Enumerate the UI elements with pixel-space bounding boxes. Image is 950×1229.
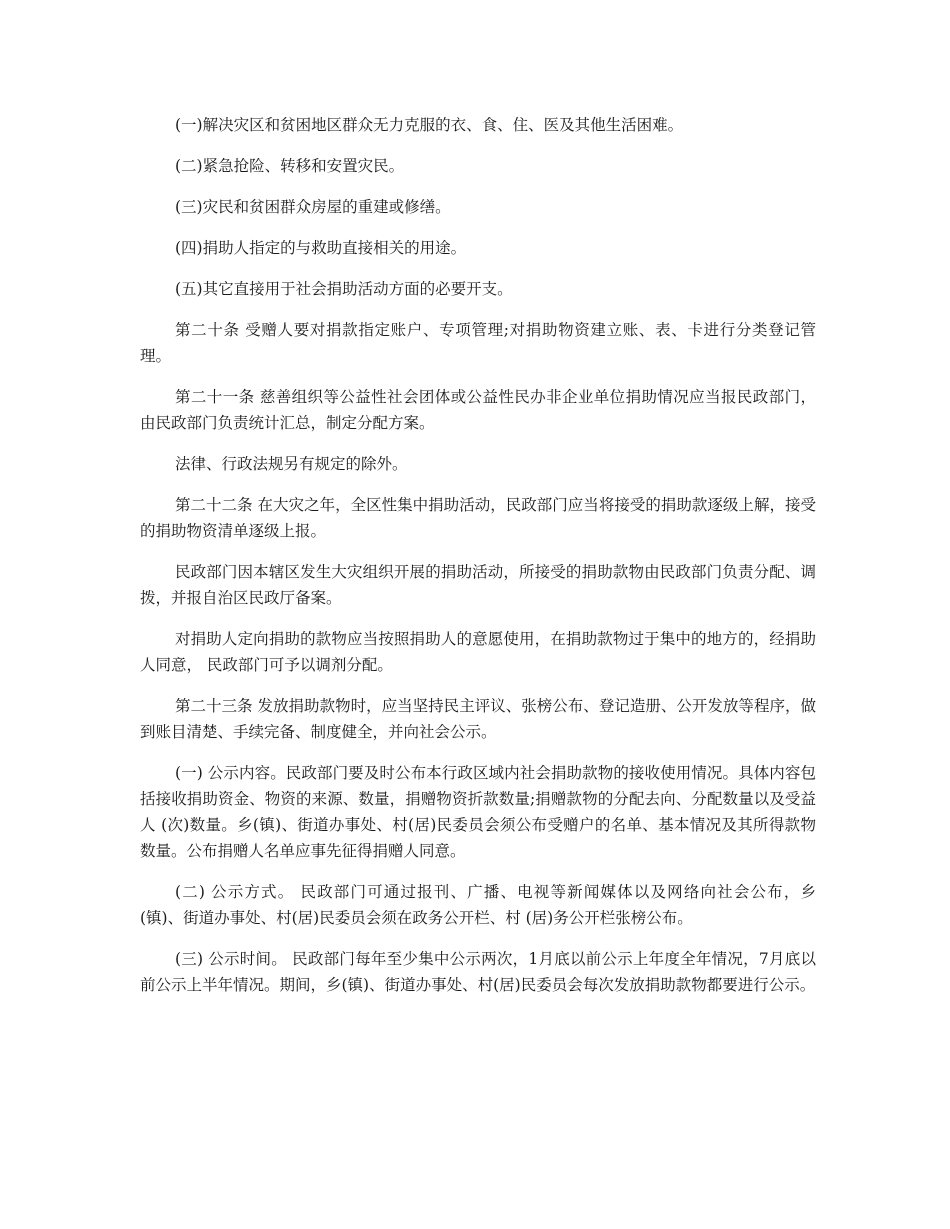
article-22-directed-donation-paragraph: 对捐助人定向捐助的款物应当按照捐助人的意愿使用，在捐助款物过于集中的地方的，经捐助人同意， 民政部门可予以调剂分配。 (140, 630, 816, 674)
article-21-exception-paragraph: 法律、行政法规另有规定的除外。 (175, 455, 408, 473)
article-22-paragraph: 第二十二条 在大灾之年，全区性集中捐助活动，民政部门应当将接受的捐助款逐级上解，接受的捐助物资清单逐级上报。 (140, 496, 816, 540)
article-20-paragraph: 第二十条 受赠人要对捐款指定账户、专项管理;对捐助物资建立账、表、卡进行分类登记管理。 (140, 321, 816, 365)
paragraph-item-4: (四)捐助人指定的与救助直接相关的用途。 (175, 239, 467, 257)
article-22-allocation-paragraph: 民政部门因本辖区发生大灾组织开展的捐助活动，所接受的捐助款物由民政部门负责分配、调拨，并报自治区民政厅备案。 (140, 563, 816, 607)
document-body (140, 112, 816, 1013)
paragraph-item-3: (三)灾民和贫困群众房屋的重建或修缮。 (175, 198, 451, 216)
paragraph-item-5: (五)其它直接用于社会捐助活动方面的必要开支。 (175, 280, 513, 298)
publicity-method-paragraph: (二) 公示方式。 民政部门可通过报刊、广播、电视等新闻媒体以及网络向社会公布，乡 (镇)、街道办事处、村(居)民委员会须在政务公开栏、村 (居)务公开栏张榜公布。 (140, 883, 816, 927)
article-21-paragraph: 第二十一条 慈善组织等公益性社会团体或公益性民办非企业单位捐助情况应当报民政部门， 由民政部门负责统计汇总，制定分配方案。 (140, 388, 816, 432)
publicity-time-paragraph: (三) 公示时间。 民政部门每年至少集中公示两次，1月底以前公示上年度全年情况，7月底以前公示上半年情况。期间，乡(镇)、街道办事处、村(居)民委员会每次发放捐助款物都要进行公示。 (140, 950, 816, 994)
paragraph-item-1: (一)解决灾区和贫困地区群众无力克服的衣、食、住、医及其他生活困难。 (175, 116, 684, 134)
article-23-paragraph: 第二十三条 发放捐助款物时，应当坚持民主评议、张榜公布、登记造册、公开发放等程序，做到账目清楚、手续完备、制度健全，并向社会公示。 (140, 697, 816, 741)
publicity-content-paragraph: (一) 公示内容。民政部门要及时公布本行政区域内社会捐助款物的接收使用情况。具体内容包括接收捐助资金、物资的来源、数量，捐赠物资折款数量;捐赠款物的分配去向、分配数量以及受益人 (次)数量。乡(镇)、街道办事处、村(居)民委员会须公布受赠户的名单、基本情况及其所得款物数量。公布捐赠人名单应事先征得捐赠人同意。 (140, 764, 816, 860)
paragraph-item-2: (二)紧急抢险、转移和安置灾民。 (175, 157, 405, 175)
